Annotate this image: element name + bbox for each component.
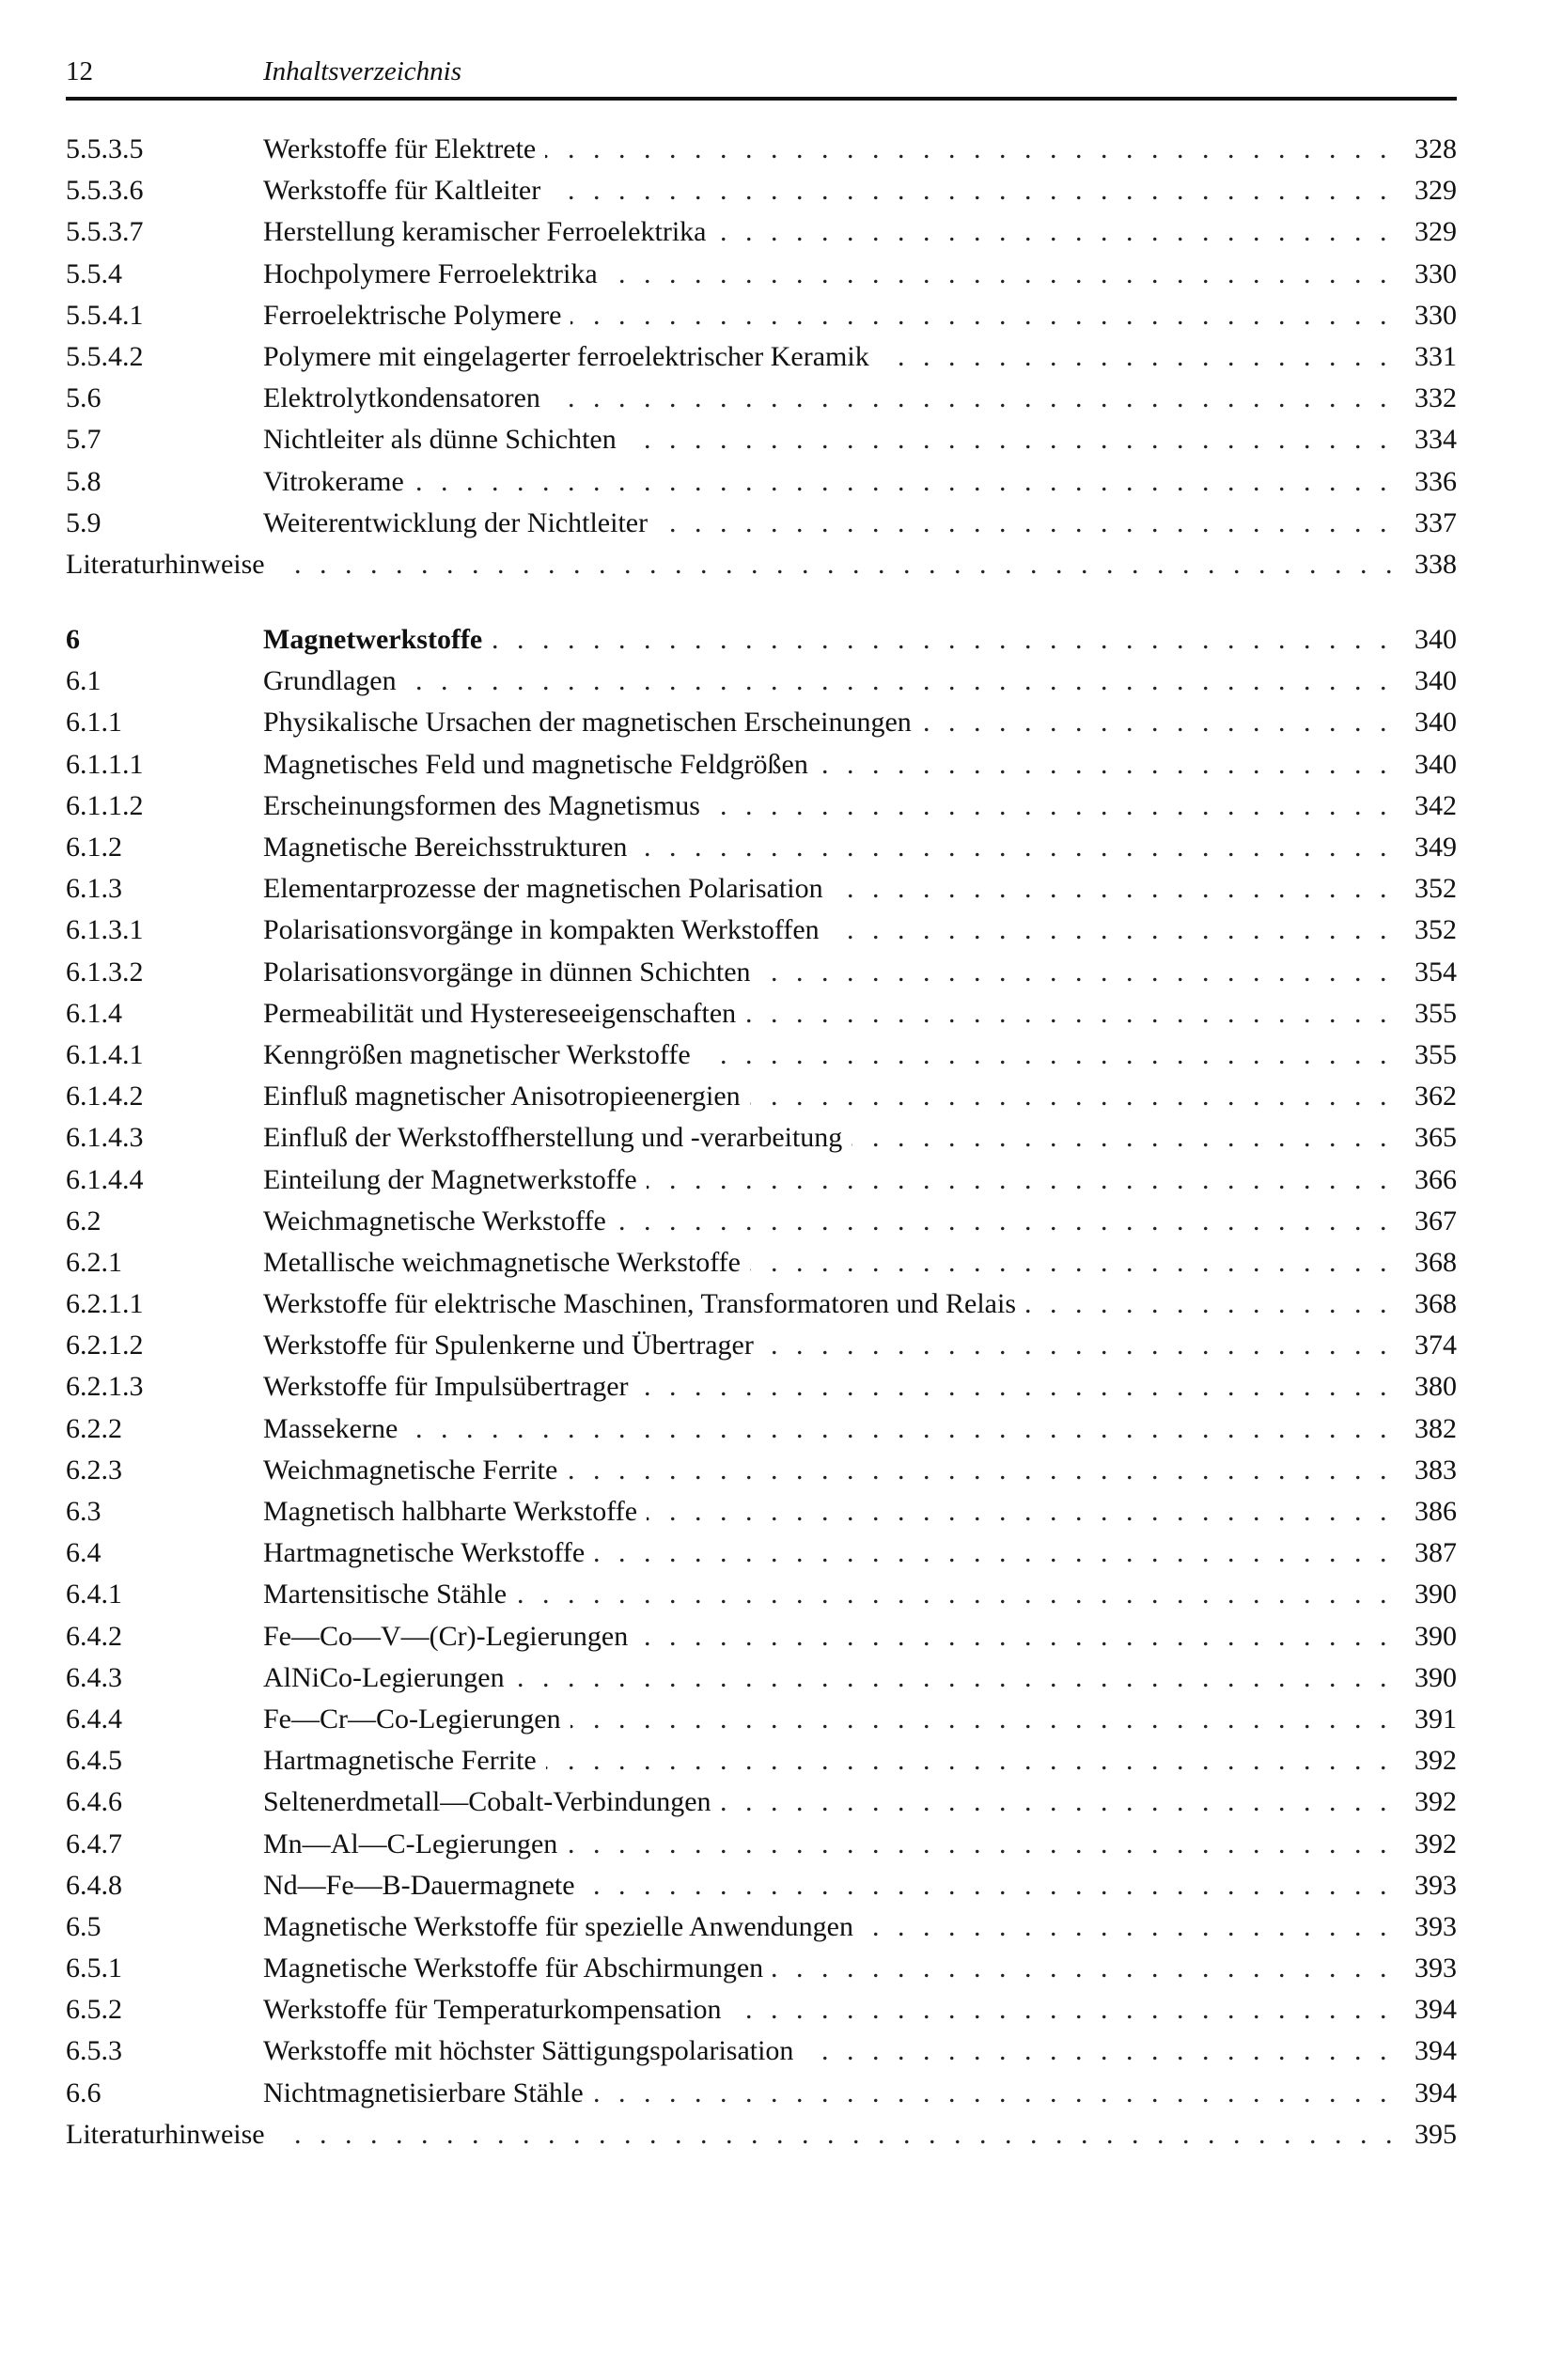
toc-entry-title: Herstellung keramischer Ferroelektrika [263,216,715,247]
toc-entry-number: 5.7 [66,424,102,456]
toc-entry-number: 6.5 [66,1910,102,1942]
toc-entry-page: 368 [1400,1242,1457,1283]
toc-entry-title: Weiterentwicklung der Nichtleiter [263,507,657,538]
toc-entry-title: Hartmagnetische Ferrite [263,1745,546,1776]
toc-entry [66,1532,1457,1574]
toc-entry-number: 5.5.4 [66,257,122,289]
toc-entry [66,827,1457,868]
toc-entry-title: Ferroelektrische Polymere [263,300,570,331]
toc-entry-number: 6.4.2 [66,1620,122,1652]
toc-entry-number: 6.2 [66,1205,102,1237]
toc-entry-page: 328 [1400,129,1457,170]
toc-entry [66,1616,1457,1657]
toc-entry [66,378,1457,419]
toc-entry-number: 6.4.7 [66,1828,122,1859]
toc-entry-page: 354 [1400,952,1457,993]
toc-entry-title: Magnetische Werkstoffe für Abschirmungen [263,1952,773,1983]
toc-entry-number: 6.4 [66,1537,102,1569]
page-header [66,49,1457,94]
toc-entry-number: 6.1.3 [66,873,122,905]
toc-entry-number: 5.6 [66,382,102,414]
toc-entry-page: 330 [1400,295,1457,336]
toc-entry-literature [66,544,1457,585]
toc-entry [66,1699,1457,1740]
toc-entry [66,1034,1457,1076]
toc-entry [66,1740,1457,1781]
toc-entry-page: 391 [1400,1699,1457,1740]
toc-entry [66,993,1457,1034]
toc-entry-literature [66,2114,1457,2155]
toc-entry-title: Werkstoffe für Spulenkerne und Übertrager [263,1330,763,1361]
toc-entry-number: 5.5.4.1 [66,299,144,331]
toc-entry-page: 394 [1400,2030,1457,2072]
running-title: Inhaltsverzeichnis [263,56,462,86]
toc-entry-number: 6.2.2 [66,1412,122,1444]
toc-entry-page: 336 [1400,461,1457,503]
toc-entry [66,1325,1457,1366]
toc-entry [66,1657,1457,1699]
toc-entry-page: 380 [1400,1366,1457,1408]
toc-entry-page: 355 [1400,1034,1457,1076]
toc-entry-page: 352 [1400,910,1457,951]
toc-entry-title: Werkstoffe für Kaltleiter [263,175,550,206]
toc-entry-number: 6.4.4 [66,1703,122,1734]
toc-entry [66,1989,1457,2030]
toc-entry [66,1242,1457,1283]
toc-entry-number: 6.2.3 [66,1454,122,1486]
toc-entry-number: 6.1.4.2 [66,1081,144,1112]
toc-entry-page: 342 [1400,786,1457,827]
toc-entry-page: 387 [1400,1532,1457,1574]
toc-entry-page: 340 [1400,744,1457,786]
toc-entry [66,868,1457,910]
toc-entry-number: 6 [66,624,80,656]
toc-entry-title: Metallische weichmagnetische Werkstoffe [263,1247,750,1278]
toc-entry [66,503,1457,544]
toc-entry-page: 394 [1400,1989,1457,2030]
toc-entry-title: Weichmagnetische Ferrite [263,1454,567,1486]
toc-entry-title: Seltenerdmetall—Cobalt-Verbindungen [263,1786,721,1817]
toc-entry [66,1450,1457,1491]
toc-entry-number: 6.1.1.1 [66,748,144,780]
toc-entry [66,952,1457,993]
toc-entry-number: 6.2.1.3 [66,1371,144,1403]
toc-entry [66,170,1457,211]
toc-entry [66,1283,1457,1325]
toc-entry [66,1824,1457,1865]
toc-entry-page: 374 [1400,1325,1457,1366]
toc-entry [66,1574,1457,1615]
toc-entry [66,336,1457,378]
toc-entry-title: Nd—Fe—B-Dauermagnete [263,1870,585,1901]
section-gap [66,585,1457,619]
toc-entry-number: 5.8 [66,465,102,497]
toc-entry-page: 392 [1400,1824,1457,1865]
toc-entry-title: Einteilung der Magnetwerkstoffe [263,1164,647,1195]
toc-entry-page: 340 [1400,661,1457,702]
toc-entry-title: Magnetische Werkstoffe für spezielle Anwendungen [263,1911,863,1942]
toc-entry-number: 6.5.1 [66,1952,122,1984]
toc-entry-title: Vitrokerame [263,466,414,497]
toc-entry-title: Erscheinungsformen des Magnetismus [263,790,710,821]
toc-entry [66,419,1457,460]
toc-entry [66,702,1457,743]
table-of-contents [66,129,1457,2155]
toc-entry-page: 393 [1400,1906,1457,1948]
toc-entry-page: 394 [1400,2073,1457,2114]
toc-entry-number: 6.1.4.4 [66,1163,144,1195]
toc-entry-number: 5.5.3.6 [66,175,144,207]
toc-entry [66,661,1457,702]
toc-entry-title: Polarisationsvorgänge in kompakten Werkstoffen [263,914,829,945]
page-number: 12 [66,56,93,86]
toc-entry [66,1865,1457,1906]
toc-entry-number: 6.1.1 [66,707,122,739]
toc-entry-title: Mn—Al—C-Legierungen [263,1828,567,1859]
toc-entry-page: 329 [1400,170,1457,211]
toc-entry-number: 5.5.3.7 [66,216,144,248]
toc-entry-page: 366 [1400,1159,1457,1201]
toc-entry-number: 6.1.4.3 [66,1122,144,1154]
toc-entry-page: 349 [1400,827,1457,868]
toc-entry-title: Martensitische Stähle [263,1579,516,1610]
toc-entry [66,211,1457,253]
toc-entry [66,1491,1457,1532]
toc-entry-title: Werkstoffe für Elektrete [263,133,545,164]
toc-entry-number: 6.1.4 [66,997,122,1029]
toc-entry-page: 329 [1400,211,1457,253]
toc-entry-number: 6.2.1.1 [66,1288,144,1320]
toc-entry [66,295,1457,336]
toc-entry-title: Magnetische Bereichsstrukturen [263,832,636,863]
toc-entry-page: 392 [1400,1740,1457,1781]
toc-entry-page: 393 [1400,1865,1457,1906]
toc-entry-number: 6.4.6 [66,1786,122,1818]
toc-entry-title: Elektrolytkondensatoren [263,382,550,413]
toc-entry-page: 365 [1400,1117,1457,1159]
toc-entry-page: 352 [1400,868,1457,910]
toc-entry-title: Magnetwerkstoffe [263,624,492,655]
toc-entry-page: 390 [1400,1616,1457,1657]
toc-entry-title: Polarisationsvorgänge in dünnen Schichten [263,957,760,988]
toc-entry-page: 334 [1400,419,1457,460]
toc-entry-title: Weichmagnetische Werkstoffe [263,1206,616,1237]
toc-entry-page: 337 [1400,503,1457,544]
toc-entry-number: 6.2.1 [66,1246,122,1278]
toc-entry-title: Hochpolymere Ferroelektrika [263,258,607,289]
toc-entry [66,1408,1457,1450]
toc-entry-number: 6.4.5 [66,1745,122,1777]
toc-entry-number: 5.5.3.5 [66,133,144,164]
toc-entry-page: 355 [1400,993,1457,1034]
toc-entry-number: 6.4.3 [66,1661,122,1693]
toc-entry-page: 383 [1400,1450,1457,1491]
toc-entry-title: Literaturhinweise [66,549,274,580]
toc-entry [66,254,1457,295]
toc-entry-page: 367 [1400,1201,1457,1242]
toc-entry-number: 6.6 [66,2077,102,2108]
toc-entry-title: Werkstoffe mit höchster Sättigungspolarisation [263,2035,803,2066]
toc-entry-page: 393 [1400,1948,1457,1989]
toc-entry [66,1948,1457,1989]
toc-entry [66,1366,1457,1408]
toc-entry-page: 390 [1400,1657,1457,1699]
toc-entry-page: 340 [1400,619,1457,661]
toc-entry-title: Elementarprozesse der magnetischen Polarisation [263,873,833,904]
toc-entry-title: Grundlagen [263,665,406,696]
toc-entry-title: Hartmagnetische Werkstoffe [263,1537,594,1568]
toc-entry-number: 6.1.2 [66,832,122,863]
toc-entry-page: 368 [1400,1283,1457,1325]
header-rule [66,97,1457,101]
toc-entry [66,2073,1457,2114]
toc-entry-number: 6.5.2 [66,1994,122,2026]
toc-entry-page: 331 [1400,336,1457,378]
toc-entry-page: 386 [1400,1491,1457,1532]
toc-entry-title: Fe—Cr—Co-Legierungen [263,1703,570,1734]
toc-entry-title: Fe—Co—V—(Cr)-Legierungen [263,1621,637,1652]
toc-entry-number: 6.5.3 [66,2035,122,2067]
toc-entry-number: 6.1.3.1 [66,914,144,946]
toc-entry-page: 392 [1400,1781,1457,1823]
toc-entry-number: 5.9 [66,506,102,538]
toc-entry [66,1906,1457,1948]
toc-entry-title: Einfluß der Werkstoffherstellung und -verarbeitung [263,1122,852,1153]
toc-entry-title: Literaturhinweise [66,2119,274,2150]
toc-entry-page: 338 [1400,544,1457,585]
toc-entry-number: 5.5.4.2 [66,340,144,372]
toc-entry-title: Polymere mit eingelagerter ferroelektrischer Keramik [263,341,879,372]
toc-entry-page: 330 [1400,254,1457,295]
toc-entry [66,744,1457,786]
toc-entry-title: Nichtleiter als dünne Schichten [263,424,626,455]
toc-entry-number: 6.1.1.2 [66,789,144,821]
toc-chapter-heading [66,619,1457,661]
toc-entry-title: Einfluß magnetischer Anisotropieenergien [263,1081,750,1112]
toc-entry-title: Werkstoffe für Temperaturkompensation [263,1994,731,2025]
toc-entry [66,129,1457,170]
toc-entry-title: Werkstoffe für Impulsübertrager [263,1371,638,1402]
toc-entry-number: 6.3 [66,1496,102,1527]
toc-entry-page: 332 [1400,378,1457,419]
toc-entry [66,786,1457,827]
toc-entry-number: 6.2.1.2 [66,1330,144,1361]
toc-entry-number: 6.1 [66,665,102,697]
toc-entry-page: 362 [1400,1076,1457,1117]
toc-entry-title: Massekerne [263,1413,407,1444]
toc-entry-title: Nichtmagnetisierbare Stähle [263,2077,593,2108]
toc-entry [66,1117,1457,1159]
toc-entry-number: 6.4.1 [66,1579,122,1610]
toc-entry-page: 390 [1400,1574,1457,1615]
toc-entry-title: Werkstoffe für elektrische Maschinen, Transformatoren und Relais [263,1288,1025,1319]
toc-entry [66,2030,1457,2072]
toc-section-6 [66,661,1457,2114]
toc-entry-title: Magnetisch halbharte Werkstoffe [263,1496,647,1527]
toc-entry [66,1159,1457,1201]
toc-entry [66,1076,1457,1117]
toc-entry [66,1781,1457,1823]
toc-entry-number: 6.1.3.2 [66,956,144,988]
toc-entry-title: AlNiCo-Legierungen [263,1662,514,1693]
toc-entry [66,461,1457,503]
toc-section-5 [66,129,1457,544]
toc-entry [66,910,1457,951]
toc-entry-number: 6.4.8 [66,1869,122,1901]
toc-entry-title: Permeabilität und Hystereseeigenschaften [263,998,745,1029]
toc-entry-page: 395 [1400,2114,1457,2155]
toc-entry-page: 340 [1400,702,1457,743]
toc-entry-number: 6.1.4.1 [66,1038,144,1070]
toc-entry-title: Magnetisches Feld und magnetische Feldgrößen [263,749,818,780]
toc-entry-title: Physikalische Ursachen der magnetischen Erscheinungen [263,707,921,738]
toc-entry-page: 382 [1400,1408,1457,1450]
toc-entry-title: Kenngrößen magnetischer Werkstoffe [263,1039,700,1070]
toc-entry [66,1201,1457,1242]
